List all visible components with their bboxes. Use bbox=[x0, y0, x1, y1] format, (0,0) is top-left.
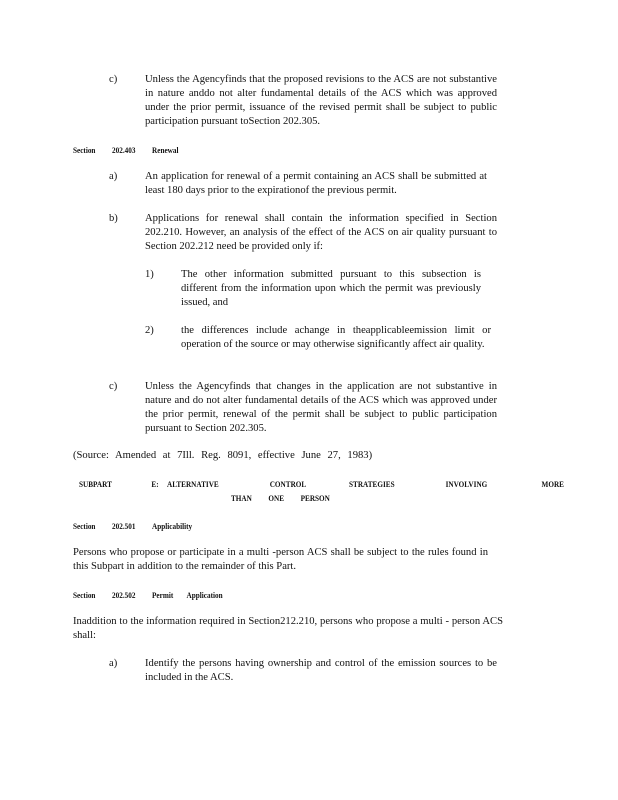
section-word: Section bbox=[73, 145, 96, 155]
section-title: Applicability bbox=[152, 521, 193, 531]
section-title: Renewal bbox=[152, 145, 179, 155]
item-label-a-identify: a) bbox=[109, 658, 118, 669]
item-label-b: b) bbox=[109, 213, 118, 224]
subpart-word-strategies: STRATEGIES bbox=[349, 479, 395, 489]
section-word: Section bbox=[73, 521, 96, 531]
section-heading-202-403 bbox=[73, 144, 178, 156]
subpart-word-involving: INVOLVING bbox=[445, 479, 488, 489]
section-title-permit: Permit bbox=[152, 590, 174, 600]
paragraph-revisions: Unless the Agencyfinds that the proposed revisions to the ACS are not substantive in nature anddo not alter fundamental details of the ACS which was approved under the prior permit, issuance of the revised permit shall be subject to public participation pursuant toSection 202.305. bbox=[145, 74, 497, 127]
subpart-word-than: THAN bbox=[231, 493, 252, 503]
subpart-word-person: PERSON bbox=[300, 493, 330, 503]
section-heading-202-502 bbox=[73, 589, 223, 601]
item-label-a: a) bbox=[109, 171, 118, 182]
subpart-letter: E: bbox=[151, 479, 159, 489]
source-note: (Source: Amended at 7Ill. Reg. 8091, effective June 27, 1983) bbox=[73, 450, 373, 461]
paragraph-identify-persons: Identify the persons having ownership and control of the emission sources to be included in the ACS. bbox=[145, 658, 497, 683]
section-number: 202.502 bbox=[112, 590, 136, 600]
subpart-heading bbox=[79, 478, 564, 490]
subitem-text-1: The other information submitted pursuant to this subsection is different from the information upon which the permit was previously issued, and bbox=[181, 269, 481, 308]
paragraph-renewal-contents: Applications for renewal shall contain the information specified in Section 202.210. However, an analysis of the effect of the ACS on air quality pursuant to Section 202.212 need be provided only if: bbox=[145, 213, 497, 252]
item-label-c: c) bbox=[109, 74, 118, 85]
subpart-heading-line-2 bbox=[231, 492, 330, 504]
paragraph-applicability: Persons who propose or participate in a multi -person ACS shall be subject to the rules found in this Subpart in addition to the remainder of this Part. bbox=[73, 547, 488, 572]
subitem-text-2: the differences include achange in theapplicableemission limit or operation of the source or may otherwise significantly affect air quality. bbox=[181, 325, 491, 350]
paragraph-permit-application: Inaddition to the information required in Section212.210, persons who propose a multi - person ACS shall: bbox=[73, 616, 503, 641]
subpart-word-one: ONE bbox=[268, 493, 285, 503]
section-title-application: Application bbox=[186, 590, 223, 600]
section-heading-202-501 bbox=[73, 520, 192, 532]
subpart-word: SUBPART bbox=[79, 479, 112, 489]
subitem-label-2: 2) bbox=[145, 325, 154, 336]
paragraph-renewal-timing: An application for renewal of a permit containing an ACS shall be submitted at least 180 days prior to the expirationof the previous permit. bbox=[145, 171, 487, 196]
section-number: 202.501 bbox=[112, 521, 136, 531]
subpart-word-control: CONTROL bbox=[269, 479, 307, 489]
section-word: Section bbox=[73, 590, 96, 600]
paragraph-renewal-participation: Unless the Agencyfinds that changes in the application are not substantive in nature and do not alter fundamental details of the ACS which was approved under the prior permit, renewal of the permit shall be subject to public participation pursuant to Section 202.305. bbox=[145, 381, 497, 434]
subpart-word-more: MORE bbox=[541, 479, 565, 489]
subitem-label-1: 1) bbox=[145, 269, 154, 280]
section-number: 202.403 bbox=[112, 145, 136, 155]
subpart-word-alternative: ALTERNATIVE bbox=[166, 479, 219, 489]
item-label-c-renewal: c) bbox=[109, 381, 118, 392]
